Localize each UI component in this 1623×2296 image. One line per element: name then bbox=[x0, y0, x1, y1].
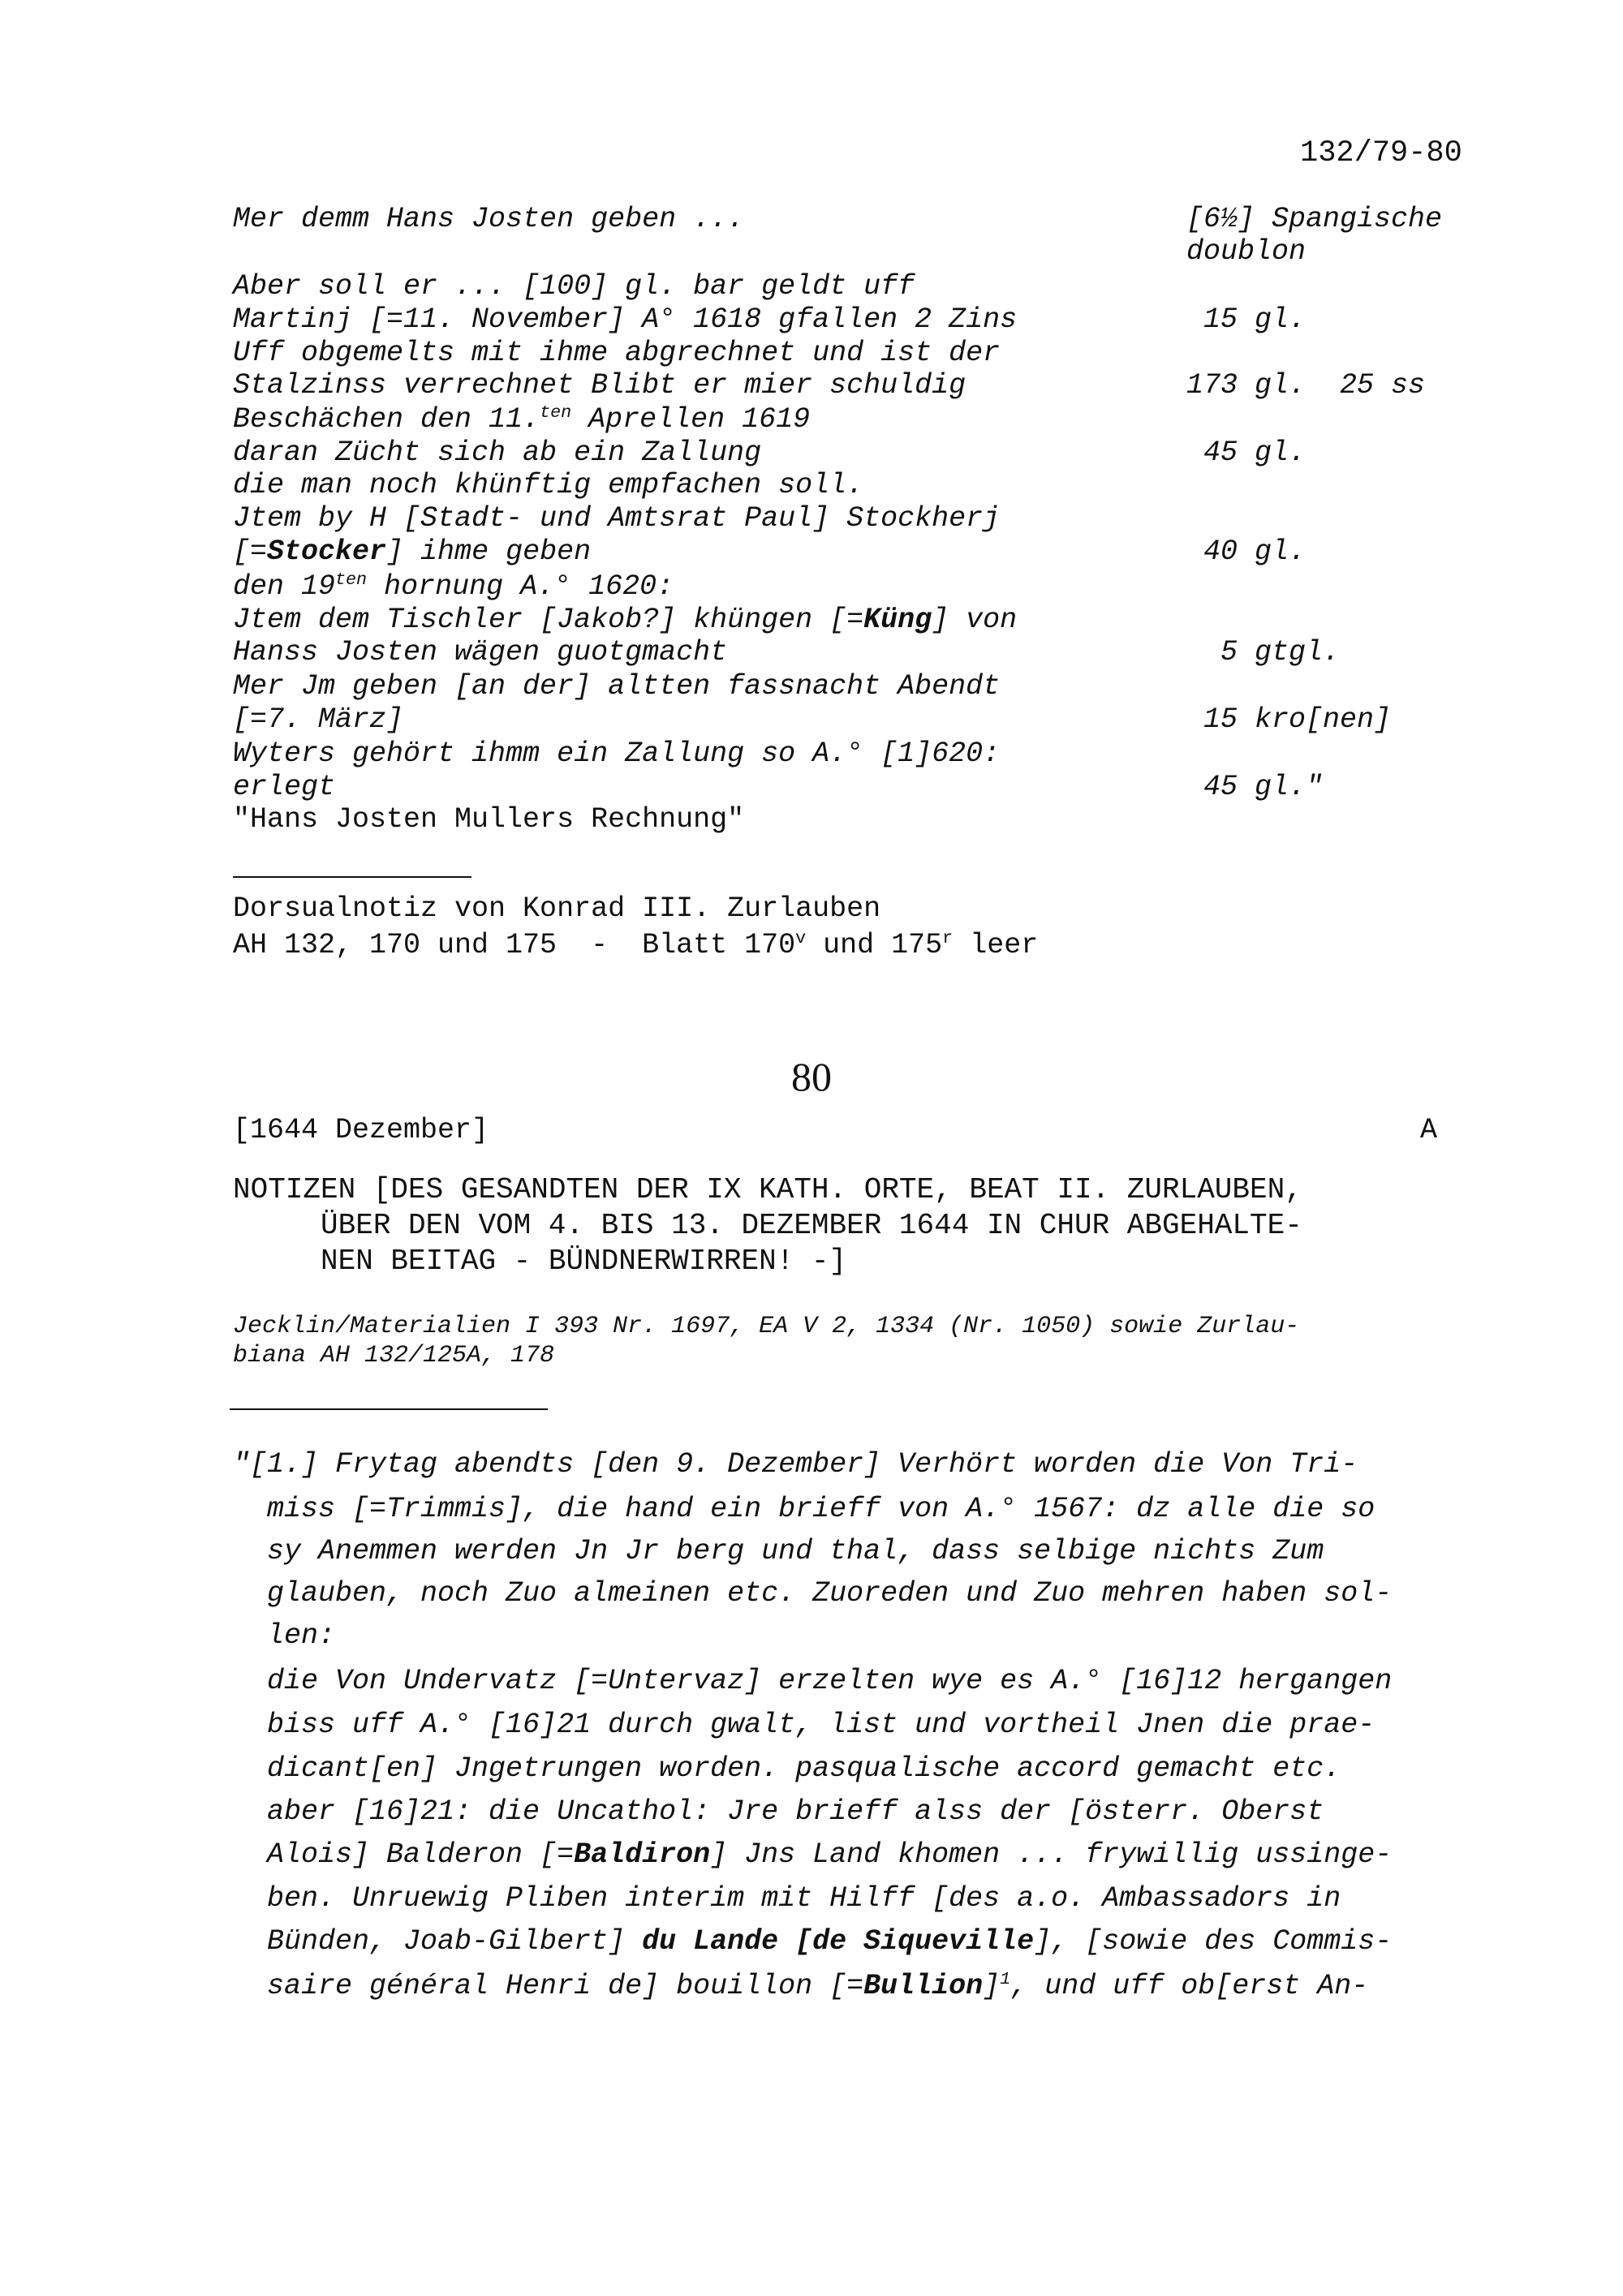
ledger-row bbox=[233, 570, 1466, 603]
ledger-entry-text: Jtem by H [Stadt- und Amtsrat Paul] Stockherj bbox=[233, 502, 1001, 535]
ledger-amount: 45 gl. bbox=[1186, 436, 1307, 469]
ledger-closing-text: "Hans Josten Mullers Rechnung" bbox=[233, 803, 745, 836]
ledger-row bbox=[233, 203, 1466, 235]
ledger-amount: 45 gl." bbox=[1186, 771, 1324, 803]
page-number: 132/79-80 bbox=[1300, 136, 1462, 170]
ledger-entry-text: Hanss Josten wägen guotgmacht bbox=[233, 636, 728, 669]
ledger-row bbox=[233, 436, 1466, 469]
ledger-entry-text: Mer Jm geben [an der] altten fassnacht Abendt bbox=[233, 670, 1001, 703]
ledger-amount: 15 gl. bbox=[1186, 303, 1307, 336]
ledger-entry-text: die man noch khünftig empfachen soll. bbox=[233, 469, 864, 501]
source-line: biana AH 132/125A, 178 bbox=[233, 1342, 555, 1369]
ledger-row bbox=[233, 771, 1466, 803]
footnote-marker: 1 bbox=[1000, 1969, 1011, 1990]
ledger-entry-text: daran Zücht sich ab ein Zallung bbox=[233, 436, 762, 469]
body-line: dicant[en] Jngetrungen worden. pasqualische accord gemacht etc. bbox=[233, 1752, 1341, 1785]
ledger-amount: 5 gtgl. bbox=[1186, 636, 1341, 669]
ledger-entry-text: Wyters gehört ihmm ein Zallung so A.° [1]620: bbox=[233, 737, 1001, 770]
ledger-entry-text: [=7. März] bbox=[233, 703, 404, 736]
source-line: Jecklin/Materialien I 393 Nr. 1697, EA V 2, 1334 (Nr. 1050) sowie Zurlau- bbox=[233, 1313, 1300, 1340]
body-line: sy Anemmen werden Jn Jr berg und thal, dass selbige nichts Zum bbox=[233, 1535, 1324, 1567]
ledger-row bbox=[233, 235, 1466, 268]
body-line: ben. Unruewig Pliben interim mit Hilff [des a.o. Ambassadors in bbox=[233, 1882, 1341, 1915]
ledger-amount: 173 gl. 25 ss bbox=[1186, 369, 1426, 402]
ledger-row bbox=[233, 469, 1466, 501]
body-line: Alois] Balderon [=Baldiron] Jns Land khomen ... frywillig ussinge- bbox=[233, 1838, 1393, 1871]
ledger-row bbox=[233, 803, 1466, 836]
ledger-entry-text: Beschächen den 11.$^{ten}$ Aprellen 1619 bbox=[233, 402, 811, 436]
body-line: miss [=Trimmis], die hand ein brieff von A.° 1567: dz alle die so bbox=[233, 1493, 1375, 1525]
ledger-row bbox=[233, 703, 1466, 736]
title-line: NEN BEITAG - BÜNDNERWIRREN! -] bbox=[233, 1245, 847, 1278]
ledger-row bbox=[233, 270, 1466, 303]
ledger-row bbox=[233, 535, 1466, 568]
ledger-row bbox=[233, 403, 1466, 436]
ledger-row bbox=[233, 636, 1466, 669]
ledger-amount: 15 kro[nen] bbox=[1186, 703, 1392, 736]
body-line: "[1.] Frytag abendts [den 9. Dezember] Verhört worden die Von Tri- bbox=[233, 1448, 1358, 1481]
dorsual-note: Dorsualnotiz von Konrad III. Zurlauben bbox=[233, 892, 881, 925]
ledger-entry-text: Stalzinss verrechnet Blibt er mier schuldig bbox=[233, 369, 966, 402]
ledger-row bbox=[233, 337, 1466, 369]
ledger-row bbox=[233, 604, 1466, 636]
document-date: [1644 Dezember] bbox=[233, 1114, 489, 1146]
title-line: ÜBER DEN VOM 4. BIS 13. DEZEMBER 1644 IN CHUR ABGEHALTE- bbox=[233, 1209, 1302, 1242]
ledger-entry-text: erlegt bbox=[233, 771, 336, 803]
version-mark: A bbox=[1420, 1114, 1438, 1146]
body-line: biss uff A.° [16]21 durch gwalt, list und vortheil Jnen die prae- bbox=[233, 1709, 1375, 1741]
ledger-entry-text: [=Stocker] ihme geben bbox=[233, 535, 592, 568]
title-line: NOTIZEN [DES GESANDTEN DER IX KATH. ORTE, BEAT II. ZURLAUBEN, bbox=[233, 1173, 1302, 1206]
ledger-row bbox=[233, 670, 1466, 703]
footnote-rule bbox=[233, 876, 471, 878]
body-line: Bünden, Joab-Gilbert] du Lande [de Siqueville], [sowie des Commis- bbox=[233, 1925, 1393, 1958]
folio-note: AH 132, 170 und 175 - Blatt 170$^v$ und 175$^r$ leer bbox=[233, 928, 1039, 961]
ledger-row bbox=[233, 502, 1466, 535]
ledger-amount: 40 gl. bbox=[1186, 535, 1307, 568]
ledger-row bbox=[233, 737, 1466, 770]
ledger-entry-text: Uff obgemelts mit ihme abgrechnet und ist der bbox=[233, 337, 1001, 369]
ledger-entry-text: Martinj [=11. November] A° 1618 gfallen 2 Zins bbox=[233, 303, 1018, 336]
body-line: saire général Henri de] bouillon [=Bullion]$^1$, und uff ob[erst An- bbox=[233, 1969, 1369, 2002]
ledger-amount: [6½] Spangische bbox=[1186, 203, 1443, 235]
ledger-amount: doublon bbox=[1186, 235, 1307, 268]
document-number: 80 bbox=[791, 1054, 832, 1099]
ledger-row bbox=[233, 369, 1466, 402]
ledger-entry-text: Aber soll er ... [100] gl. bar geldt uff bbox=[233, 270, 915, 303]
ledger-entry-text: Jtem dem Tischler [Jakob?] khüngen [=Küng] von bbox=[233, 604, 1018, 636]
ledger-entry-text: Mer demm Hans Josten geben ... bbox=[233, 203, 745, 235]
body-line: glauben, noch Zuo almeinen etc. Zuoreden und Zuo mehren haben sol- bbox=[233, 1577, 1393, 1610]
body-line: die Von Undervatz [=Untervaz] erzelten wye es A.° [16]12 hergangen bbox=[233, 1665, 1393, 1697]
section-rule bbox=[230, 1408, 548, 1410]
ledger-row bbox=[233, 303, 1466, 336]
ledger-entry-text: den $19^{ten}$ hornung A.° 1620: bbox=[233, 570, 674, 603]
body-line: aber [16]21: die Uncathol: Jre brieff alss der [österr. Oberst bbox=[233, 1795, 1324, 1828]
body-line: len: bbox=[233, 1619, 336, 1652]
